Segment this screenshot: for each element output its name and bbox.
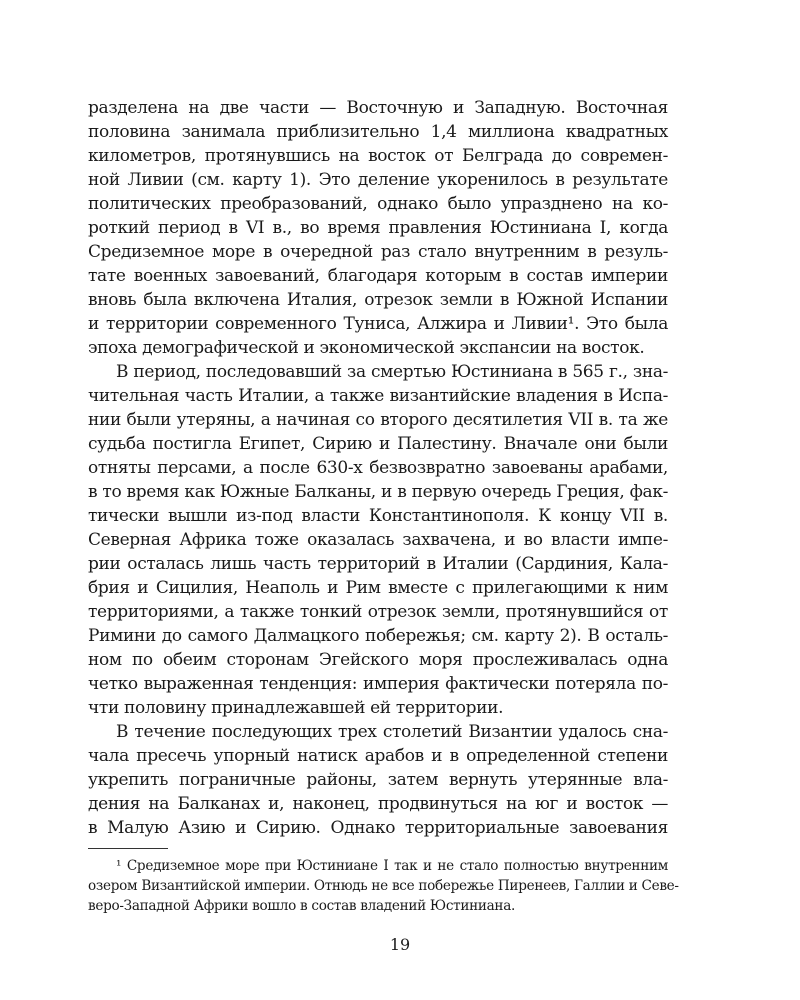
body-line: укрепить пограничные районы, затем вернуть утерянные вла- [88, 770, 668, 790]
body-line: в то время как Южные Балканы, и в первую очередь Греция, фак- [88, 482, 668, 502]
body-line: дения на Балканах и, наконец, продвинуться на юг и восток — [88, 794, 668, 814]
body-line: политических преобразований, однако было упразднено на ко- [88, 194, 668, 214]
footnote-line: озером Византийской империи. Отнюдь не все побережье Пиренеев, Галлии и Севе- [88, 878, 679, 894]
body-line: половина занимала приблизительно 1,4 миллиона квадратных [88, 122, 668, 142]
body-line: рии осталась лишь часть территорий в Италии (Сардиния, Кала- [88, 554, 668, 574]
body-line: четко выраженная тенденция: империя фактически потеряла по- [88, 674, 668, 694]
footnote-line: ¹ Средиземное море при Юстиниане I так и не стало полностью внутренним [116, 858, 668, 874]
footnote-separator [88, 848, 168, 849]
body-line: нии были утеряны, а начиная со второго десятилетия VII в. та же [88, 410, 668, 430]
body-line: тате военных завоеваний, благодаря которым в состав империи [88, 266, 668, 286]
page-number: 19 [389, 935, 411, 954]
body-line: В период, последовавший за смертью Юстиниана в 565 г., зна- [116, 362, 668, 382]
body-line: чти половину принадлежавшей ей территории. [88, 698, 504, 718]
body-line: роткий период в VI в., во время правления Юстиниана I, когда [88, 218, 668, 238]
body-line: чала пресечь упорный натиск арабов и в определенной степени [88, 746, 668, 766]
body-line: ной Ливии (см. карту 1). Это деление укоренилось в результате [88, 170, 668, 190]
body-line: ном по обеим сторонам Эгейского моря прослеживалась одна [88, 650, 668, 670]
body-line: отняты персами, а после 630-х безвозвратно завоеваны арабами, [88, 458, 668, 478]
body-line: Средиземное море в очередной раз стало внутренним в резуль- [88, 242, 668, 262]
footnote-line: веро-Западной Африки вошло в состав владений Юстиниана. [88, 898, 516, 914]
body-line: территориями, а также тонкий отрезок земли, протянувшийся от [88, 602, 668, 622]
body-line: судьба постигла Египет, Сирию и Палестину. Вначале они были [88, 434, 668, 454]
body-line: километров, протянувшись на восток от Белграда до современ- [88, 146, 668, 166]
body-line: чительная часть Италии, а также византийские владения в Испа- [88, 386, 668, 406]
body-line: брия и Сицилия, Неаполь и Рим вместе с прилегающими к ним [88, 578, 668, 598]
body-line: В течение последующих трех столетий Византии удалось сна- [116, 722, 668, 742]
body-line: в Малую Азию и Сирию. Однако территориальные завоевания [88, 818, 668, 838]
body-line: разделена на две части — Восточную и Западную. Восточная [88, 98, 668, 118]
body-line: Северная Африка тоже оказалась захвачена, и во власти импе- [88, 530, 668, 550]
body-line: и территории современного Туниса, Алжира и Ливии¹. Это была [88, 314, 668, 334]
body-line: вновь была включена Италия, отрезок земли в Южной Испании [88, 290, 668, 310]
body-line: эпоха демографической и экономической экспансии на восток. [88, 338, 645, 358]
body-line: Римини до самого Далмацкого побережья; см. карту 2). В осталь- [88, 626, 668, 646]
body-line: тически вышли из-под власти Константинополя. К концу VII в. [88, 506, 668, 526]
